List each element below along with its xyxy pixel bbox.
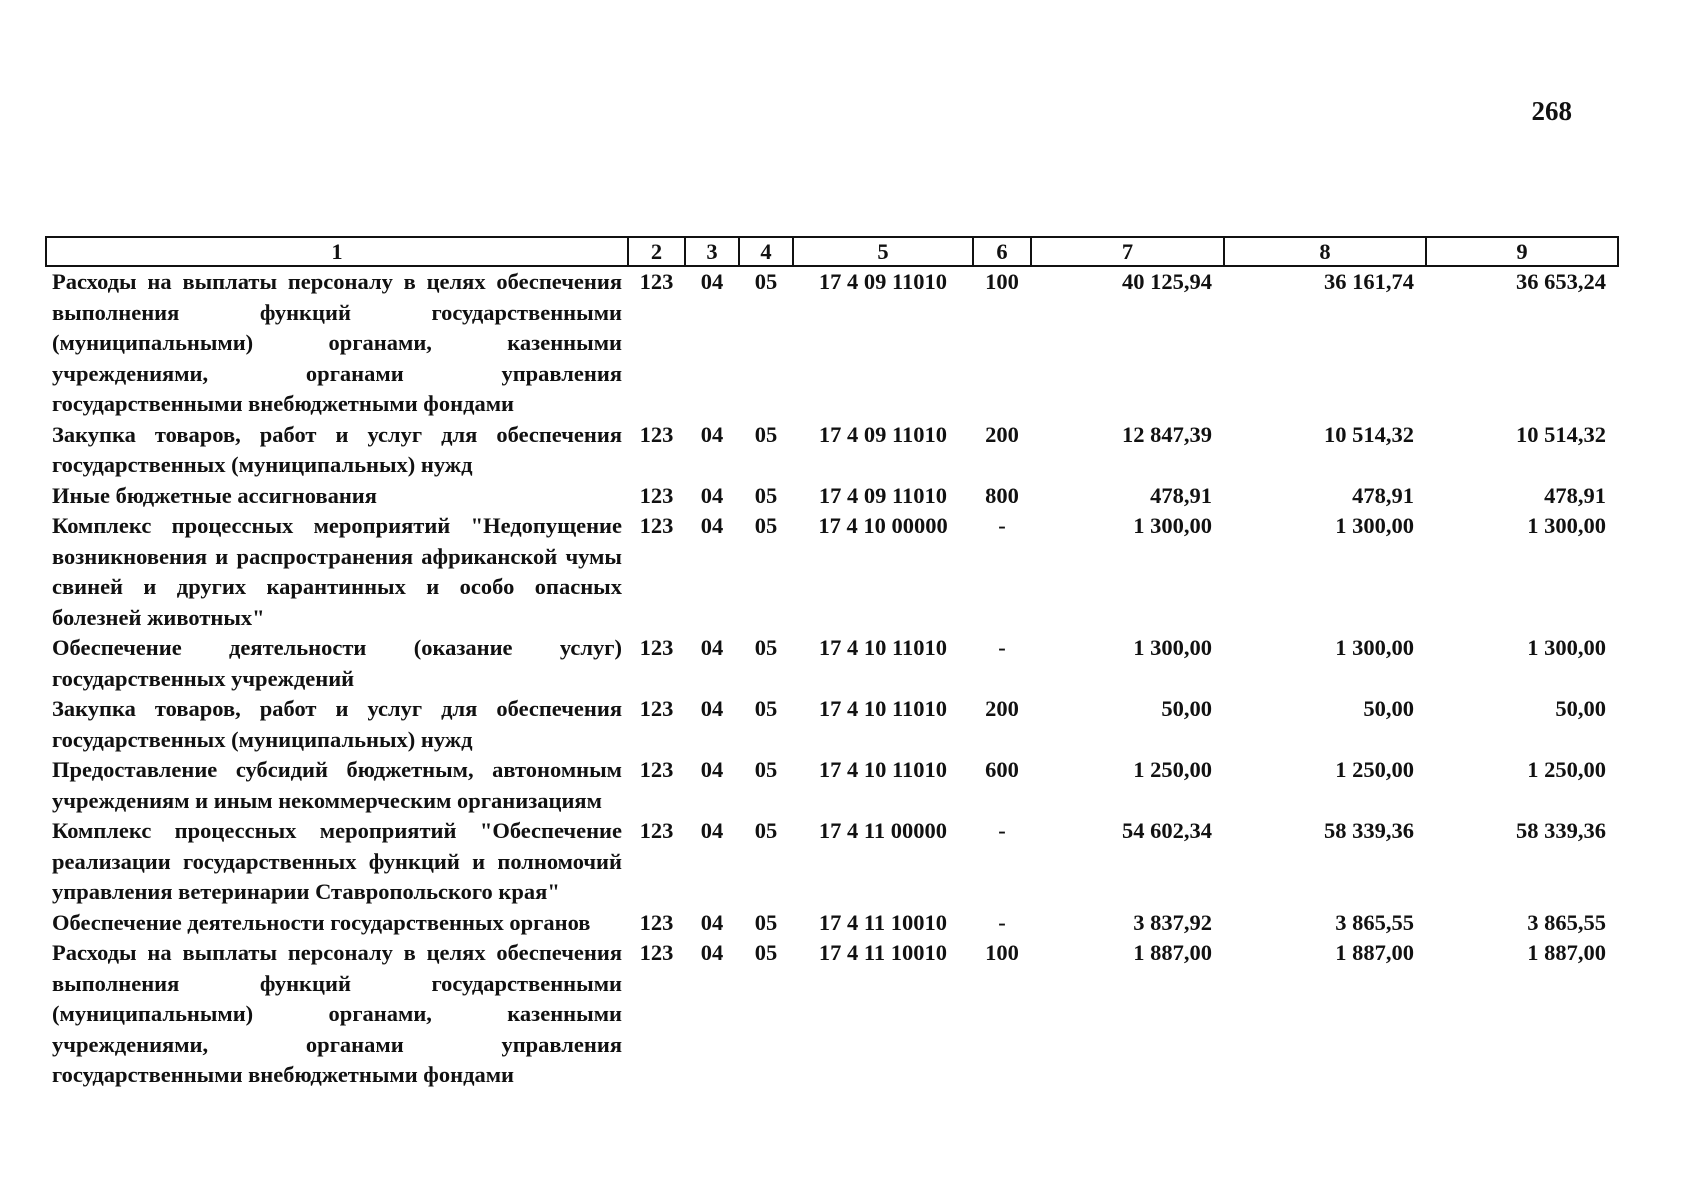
cell-section-code: 04 <box>700 818 724 843</box>
cell-ministry-code: 123 <box>639 818 674 843</box>
table-row <box>46 633 1618 694</box>
cell-description: Иные бюджетные ассигнования <box>52 482 377 508</box>
cell-section-code: 04 <box>700 513 724 538</box>
cell-ministry-code: 123 <box>639 940 674 965</box>
cell-section-code: 04 <box>700 482 724 508</box>
cell-amount-col8: 58 339,36 <box>1324 818 1414 843</box>
cell-amount-col9: 10 514,32 <box>1516 421 1606 447</box>
column-header: 8 <box>1224 237 1426 266</box>
cell-expense-type: 800 <box>985 482 1019 508</box>
table-row <box>46 938 1618 1091</box>
cell-target-article: 17 4 10 11010 <box>818 696 948 721</box>
table-row <box>46 481 1618 512</box>
table-body <box>46 266 1618 1091</box>
page-number: 268 <box>1531 96 1572 126</box>
cell-ministry-code: 123 <box>639 696 674 721</box>
cell-target-article: 17 4 11 10010 <box>818 940 948 965</box>
cell-amount-col7: 3 837,92 <box>1133 909 1212 935</box>
cell-amount-col7: 1 300,00 <box>1133 513 1212 538</box>
cell-ministry-code: 123 <box>639 513 674 538</box>
cell-amount-col7: 40 125,94 <box>1122 269 1212 294</box>
cell-amount-col8: 1 300,00 <box>1335 513 1414 538</box>
cell-ministry-code: 123 <box>639 635 674 660</box>
table-header <box>46 237 1618 266</box>
cell-target-article: 17 4 10 11010 <box>818 635 948 660</box>
header-row <box>46 237 1618 266</box>
cell-target-article: 17 4 10 11010 <box>818 757 948 782</box>
cell-expense-type: - <box>998 818 1006 843</box>
column-header: 5 <box>793 237 973 266</box>
cell-section-code: 04 <box>700 635 724 660</box>
cell-amount-col9: 1 887,00 <box>1527 940 1606 965</box>
cell-amount-col9: 478,91 <box>1544 482 1606 508</box>
cell-subsection-code: 05 <box>754 635 778 660</box>
cell-subsection-code: 05 <box>754 421 778 447</box>
cell-amount-col8: 3 865,55 <box>1335 909 1414 935</box>
cell-subsection-code: 05 <box>754 757 778 782</box>
cell-subsection-code: 05 <box>754 696 778 721</box>
cell-target-article: 17 4 09 11010 <box>818 269 948 294</box>
cell-ministry-code: 123 <box>639 421 674 447</box>
cell-amount-col8: 50,00 <box>1363 696 1414 721</box>
table-row <box>46 694 1618 755</box>
cell-amount-col7: 50,00 <box>1161 696 1212 721</box>
cell-ministry-code: 123 <box>639 482 674 508</box>
table-row <box>46 755 1618 816</box>
cell-description: Обеспечение деятельности (оказание услуг) государственных учреждений <box>52 635 622 691</box>
cell-amount-col9: 36 653,24 <box>1516 269 1606 294</box>
cell-amount-col8: 1 250,00 <box>1335 757 1414 782</box>
cell-section-code: 04 <box>700 940 724 965</box>
cell-expense-type: 100 <box>985 940 1019 965</box>
cell-ministry-code: 123 <box>639 909 674 935</box>
cell-description: Закупка товаров, работ и услуг для обеспечения государственных (муниципальных) нужд <box>52 421 622 477</box>
table-row <box>46 908 1618 939</box>
column-header: 9 <box>1426 237 1618 266</box>
cell-amount-col9: 3 865,55 <box>1527 909 1606 935</box>
cell-amount-col7: 54 602,34 <box>1122 818 1212 843</box>
cell-amount-col8: 10 514,32 <box>1324 421 1414 447</box>
cell-amount-col8: 1 300,00 <box>1335 635 1414 660</box>
cell-description: Комплекс процессных мероприятий "Недопущение возникновения и распространения африканской чумы свиней и других карантинных и особо опасных болезней животных" <box>52 513 622 630</box>
cell-description: Обеспечение деятельности государственных органов <box>52 909 591 935</box>
cell-subsection-code: 05 <box>754 269 778 294</box>
cell-subsection-code: 05 <box>754 940 778 965</box>
cell-expense-type: 200 <box>985 696 1019 721</box>
table-row <box>46 266 1618 420</box>
cell-amount-col9: 1 250,00 <box>1527 757 1606 782</box>
cell-amount-col9: 50,00 <box>1555 696 1606 721</box>
column-header: 2 <box>628 237 685 266</box>
cell-description: Предоставление субсидий бюджетным, автономным учреждениям и иным некоммерческим организациям <box>52 757 622 813</box>
budget-table <box>45 236 1619 1091</box>
cell-amount-col9: 58 339,36 <box>1516 818 1606 843</box>
cell-section-code: 04 <box>700 909 724 935</box>
column-header: 3 <box>685 237 739 266</box>
cell-ministry-code: 123 <box>639 757 674 782</box>
cell-section-code: 04 <box>700 269 724 294</box>
cell-description: Комплекс процессных мероприятий "Обеспечение реализации государственных функций и полномочий управления ветеринарии Ставропольского края" <box>52 818 622 904</box>
cell-subsection-code: 05 <box>754 513 778 538</box>
cell-target-article: 17 4 11 10010 <box>818 909 948 935</box>
cell-amount-col9: 1 300,00 <box>1527 513 1606 538</box>
cell-amount-col7: 478,91 <box>1150 482 1212 508</box>
cell-amount-col9: 1 300,00 <box>1527 635 1606 660</box>
cell-target-article: 17 4 10 00000 <box>818 513 948 538</box>
cell-target-article: 17 4 11 00000 <box>818 818 948 843</box>
cell-section-code: 04 <box>700 757 724 782</box>
cell-amount-col8: 1 887,00 <box>1335 940 1414 965</box>
cell-description: Расходы на выплаты персоналу в целях обеспечения выполнения функций государственными (муниципальными) органами, казенными учреждениями, органами управления государственными внебюджетными фондами <box>52 940 622 1087</box>
cell-target-article: 17 4 09 11010 <box>818 482 948 508</box>
cell-amount-col8: 36 161,74 <box>1324 269 1414 294</box>
cell-description: Закупка товаров, работ и услуг для обеспечения государственных (муниципальных) нужд <box>52 696 622 752</box>
column-header: 4 <box>739 237 793 266</box>
cell-target-article: 17 4 09 11010 <box>818 421 948 447</box>
budget-table-container <box>45 236 1617 1091</box>
cell-subsection-code: 05 <box>754 482 778 508</box>
cell-subsection-code: 05 <box>754 818 778 843</box>
table-row <box>46 511 1618 633</box>
cell-amount-col7: 12 847,39 <box>1122 421 1212 447</box>
column-header: 1 <box>46 237 628 266</box>
cell-section-code: 04 <box>700 421 724 447</box>
cell-amount-col7: 1 300,00 <box>1133 635 1212 660</box>
column-header: 7 <box>1031 237 1224 266</box>
cell-expense-type: - <box>998 635 1006 660</box>
cell-amount-col7: 1 887,00 <box>1133 940 1212 965</box>
column-header: 6 <box>973 237 1031 266</box>
cell-amount-col7: 1 250,00 <box>1133 757 1212 782</box>
cell-description: Расходы на выплаты персоналу в целях обеспечения выполнения функций государственными (муниципальными) органами, казенными учреждениями, органами управления государственными внебюджетными фондами <box>52 269 622 416</box>
table-row <box>46 420 1618 481</box>
cell-subsection-code: 05 <box>754 909 778 935</box>
cell-amount-col8: 478,91 <box>1352 482 1414 508</box>
cell-expense-type: - <box>998 909 1006 935</box>
cell-expense-type: 100 <box>985 269 1019 294</box>
table-row <box>46 816 1618 908</box>
cell-expense-type: 200 <box>985 421 1019 447</box>
cell-ministry-code: 123 <box>639 269 674 294</box>
cell-expense-type: - <box>998 513 1006 538</box>
cell-section-code: 04 <box>700 696 724 721</box>
cell-expense-type: 600 <box>985 757 1019 782</box>
